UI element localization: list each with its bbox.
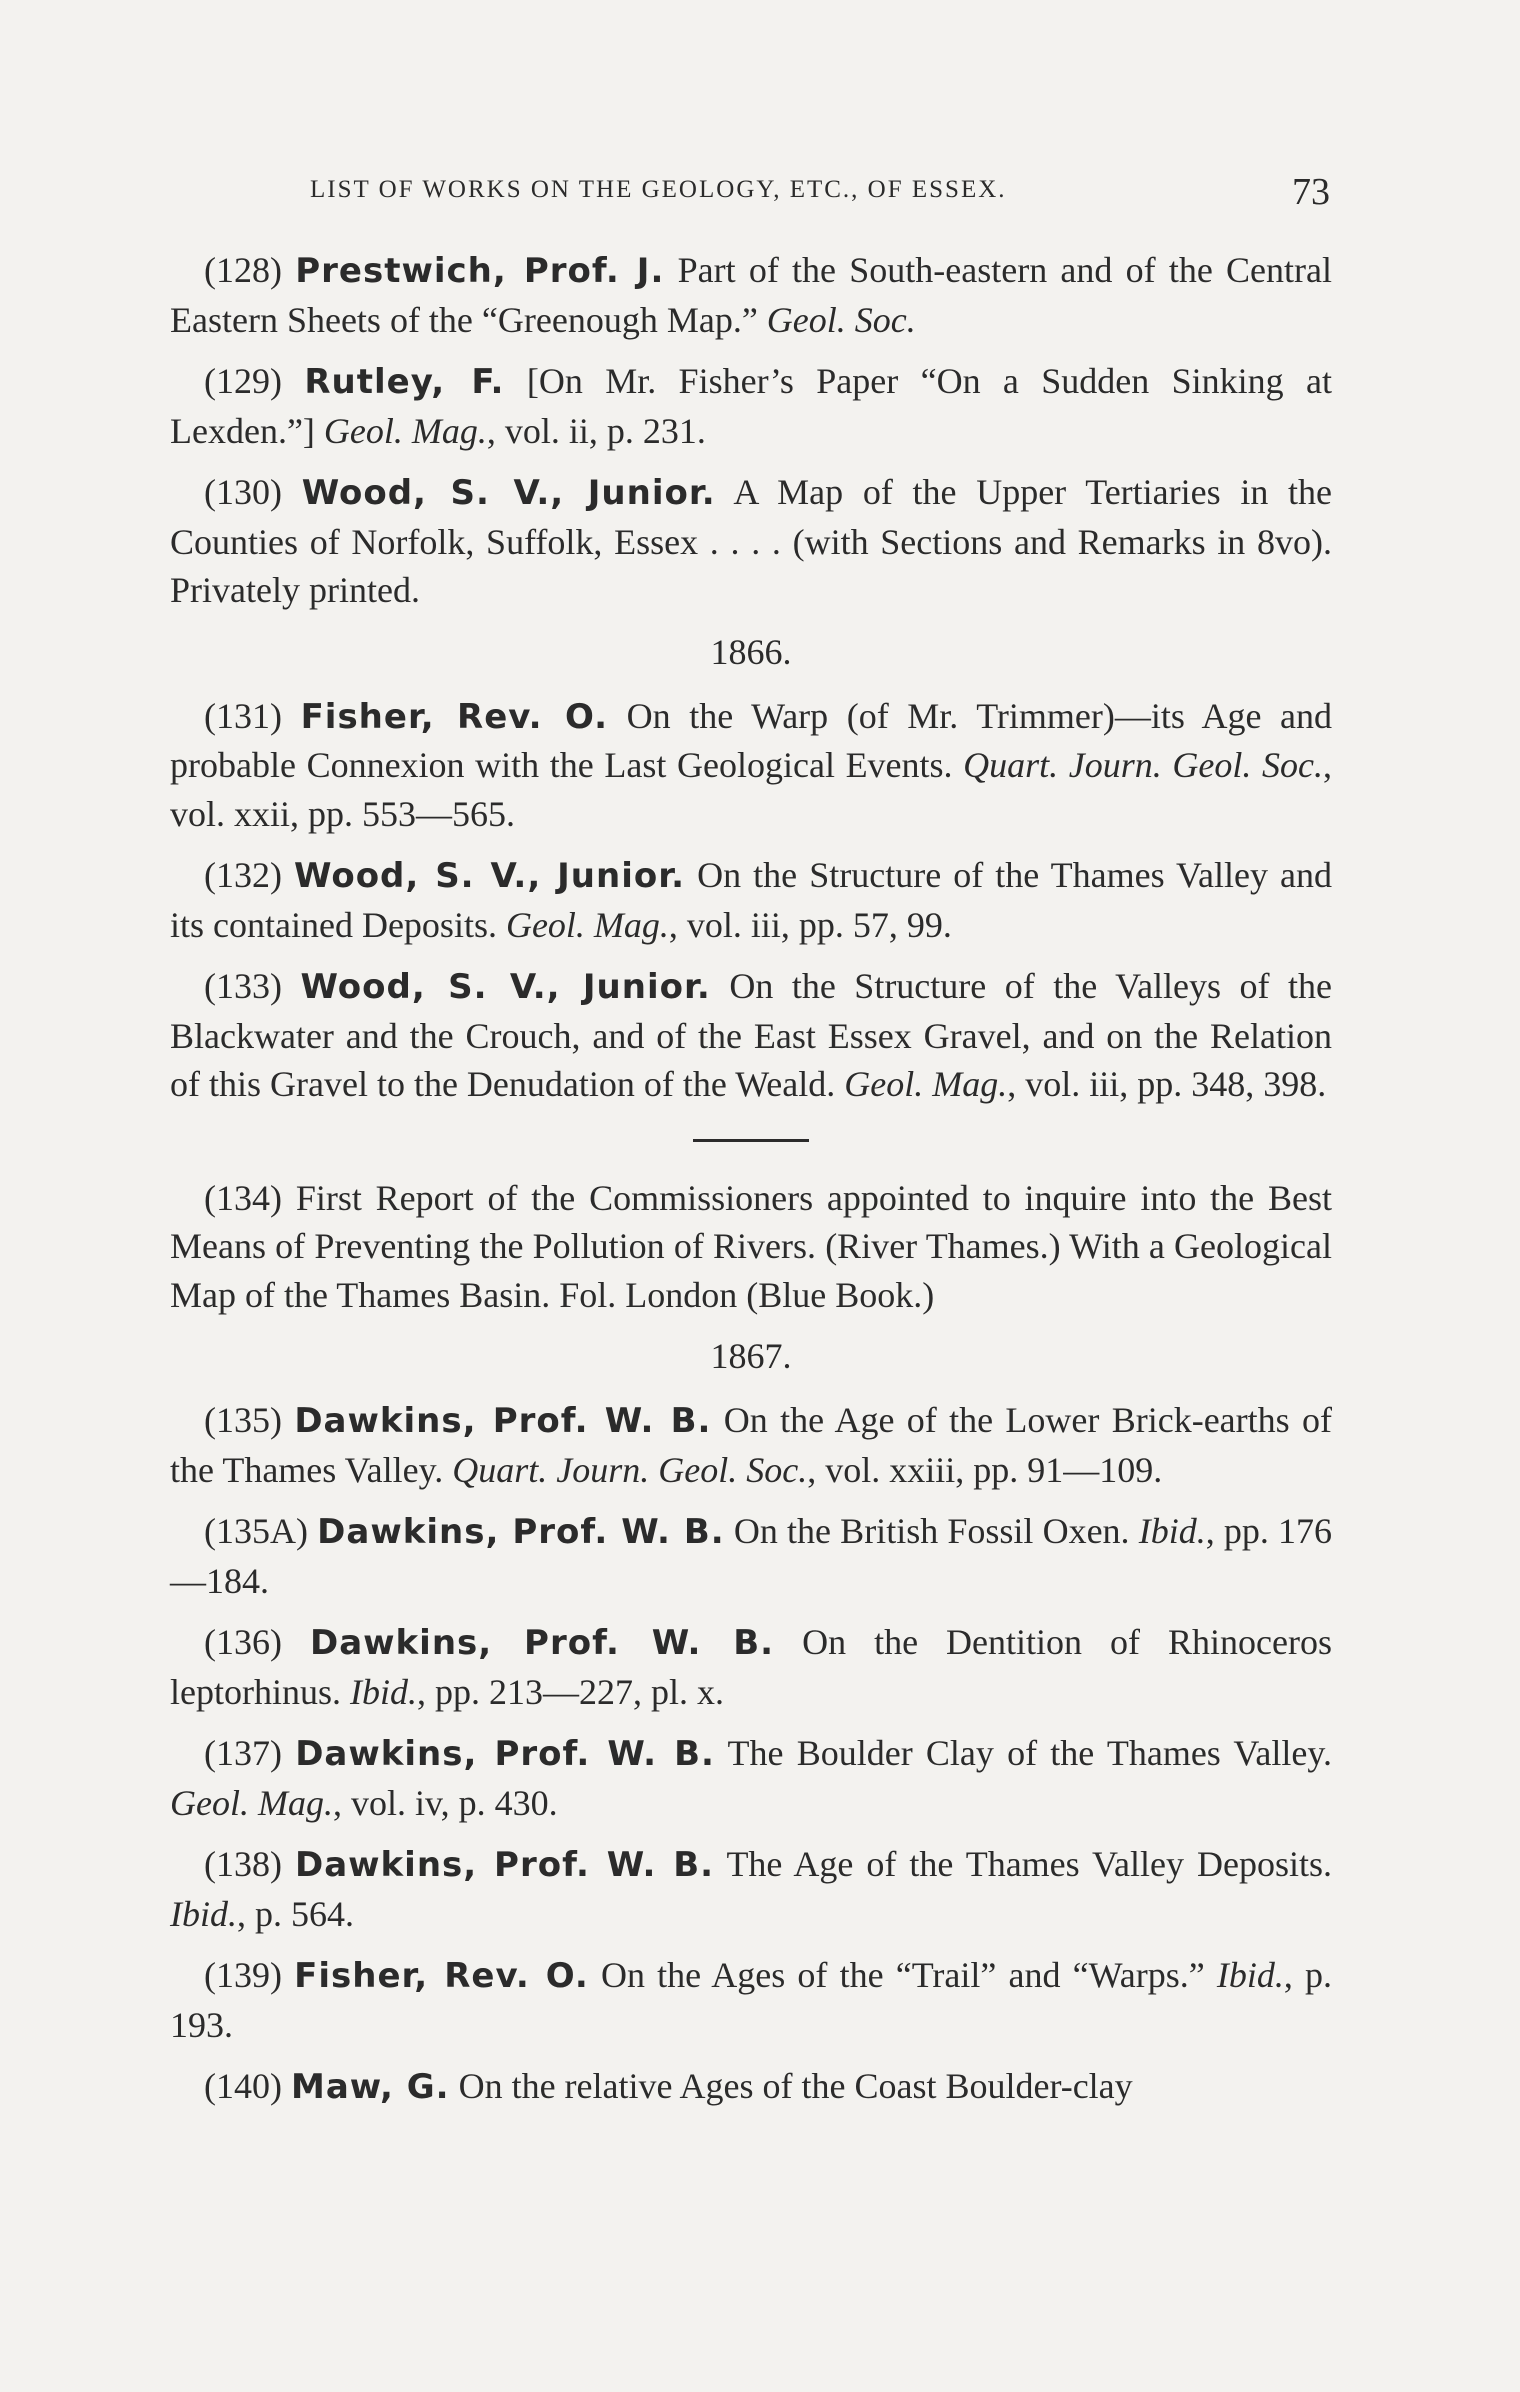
entry-number: (131) (204, 695, 282, 736)
entry-number: (137) (204, 1733, 282, 1773)
bibliography-entry-128 (170, 246, 1332, 344)
entry-number: (132) (204, 855, 282, 895)
entry-source: Quart. Journ. Geol. Soc. (452, 1449, 808, 1490)
entry-source: Ibid. (170, 1893, 237, 1934)
entry-reference: , pp. 176—184. (170, 1511, 1333, 1601)
entry-number: (133) (204, 966, 282, 1006)
entry-number: (140) (204, 2066, 282, 2106)
bibliography-entry-134 (170, 1174, 1332, 1320)
entry-number: (129) (204, 361, 282, 401)
entry-number: (135) (204, 1400, 282, 1440)
bibliography-entry-130 (170, 468, 1332, 615)
entry-title: On the relative Ages of the Coast Boulder-clay (458, 2066, 1133, 2106)
entry-reference: , p. 193. (170, 1955, 1332, 2045)
entry-source: Quart. Journ. Geol. Soc. (963, 745, 1323, 785)
bibliography-entry-131 (170, 692, 1332, 839)
bibliography-entry-137 (170, 1729, 1332, 1827)
entry-author: Fisher, Rev. O. (300, 696, 609, 737)
entry-reference: , vol. iii, pp. 57, 99. (668, 904, 952, 945)
entry-number: (134) (204, 1177, 282, 1218)
entry-source: Geol. Mag. (170, 1782, 333, 1823)
entry-author: Wood, S. V., Junior. (301, 473, 716, 513)
entry-number: (136) (204, 1622, 282, 1662)
entry-number: (138) (204, 1844, 282, 1884)
entry-title: The Age of the Thames Valley Deposits. (726, 1844, 1332, 1884)
entry-reference: , vol. xxiii, pp. 91—109. (807, 1449, 1163, 1490)
entry-source: Geol. Mag. (844, 1064, 1008, 1104)
entry-source: Ibid. (1138, 1511, 1206, 1551)
entry-title: The Boulder Clay of the Thames Valley. (727, 1733, 1333, 1773)
entry-author: Dawkins, Prof. W. B. (295, 1734, 715, 1774)
bibliography-entry-139 (170, 1951, 1332, 2049)
year-heading-1866: 1866. (710, 631, 792, 672)
entry-author: Maw, G. (290, 2067, 450, 2107)
entry-author: Fisher, Rev. O. (294, 1956, 589, 1996)
entry-title: [On Mr. Fisher’s Paper “On a Sudden Sinking at Lexden.”] (170, 361, 1332, 451)
entry-title: On the Structure of the Valleys of the Blackwater and the Crouch, and of the East Essex Gravel, and on the Relation of this Gravel to the Denudation of the Weald. (170, 966, 1333, 1104)
entry-reference: , vol. iii, pp. 348, 398. (1007, 1064, 1327, 1104)
entry-author: Prestwich, Prof. J. (295, 251, 665, 291)
entry-number: (128) (204, 250, 282, 290)
entry-author: Dawkins, Prof. W. B. (317, 1512, 725, 1552)
entry-author: Dawkins, Prof. W. B. (294, 1845, 715, 1885)
entry-reference: , pp. 213—227, pl. x. (416, 1671, 724, 1712)
entry-author: Rutley, F. (304, 362, 505, 402)
entry-title: First Report of the Commissioners appointed to inquire into the Best Means of Preventing the Pollution of Rivers. (River Thames.) With a Geological Map of the Thames Basin. Fol. London (Blue Book.) (170, 1177, 1332, 1315)
entry-author: Wood, S. V., Junior. (294, 856, 686, 896)
bibliography-entry-135a (170, 1507, 1332, 1605)
page-number: 73 (1292, 171, 1330, 213)
entry-number: (135A) (204, 1511, 308, 1551)
entry-reference: , vol. iv, p. 430. (332, 1782, 558, 1823)
bibliography-entry-132 (170, 851, 1332, 949)
bibliography-entry-133 (170, 962, 1332, 1109)
entry-title: On the Ages of the “Trail” and “Warps.” (600, 1955, 1205, 1995)
bibliography-list (170, 246, 1332, 2125)
entry-number: (139) (204, 1955, 282, 1995)
entry-reference: , p. 564. (237, 1893, 354, 1934)
entry-source: Geol. Mag. (505, 904, 669, 945)
bibliography-entry-138 (170, 1840, 1332, 1938)
entry-author: Dawkins, Prof. W. B. (294, 1401, 712, 1441)
entry-source: Geol. Mag. (323, 410, 487, 451)
entry-title: On the British Fossil Oxen. (733, 1511, 1130, 1551)
bibliography-entry-135 (170, 1396, 1332, 1494)
entry-title: On the Structure of the Thames Valley and its contained Deposits. (170, 855, 1333, 945)
entry-title: On the Warp (of Mr. Trimmer)—its Age and probable Connexion with the Last Geological Events. (170, 695, 1333, 785)
bibliography-entry-140 (170, 2062, 1332, 2112)
year-heading-1867: 1867. (710, 1336, 792, 1376)
entry-source: Ibid. (349, 1671, 417, 1712)
entry-title: Part of the South-eastern and of the Central Eastern Sheets of the “Greenough Map.” (170, 250, 1333, 340)
entry-title: A Map of the Upper Tertiaries in the Counties of Norfolk, Suffolk, Essex . . . . (with Sections and Remarks in 8vo). Privately printed. (170, 472, 1333, 610)
section-divider (693, 1139, 809, 1142)
page-header (0, 171, 1520, 216)
entry-source: Ibid. (1216, 1955, 1284, 1995)
entry-source: Geol. Soc. (766, 299, 916, 340)
bibliography-entry-129 (170, 357, 1332, 455)
running-title: LIST OF WORKS ON THE GEOLOGY, ETC., OF ESSEX. (310, 176, 1007, 203)
entry-title: On the Age of the Lower Brick-earths of the Thames Valley. (170, 1400, 1332, 1490)
entry-title: On the Dentition of Rhinoceros leptorhinus. (170, 1622, 1332, 1712)
entry-author: Wood, S. V., Junior. (300, 967, 711, 1007)
entry-author: Dawkins, Prof. W. B. (309, 1623, 775, 1663)
entry-reference: , vol. ii, p. 231. (486, 410, 706, 451)
entry-reference: , vol. xxii, pp. 553—565. (170, 745, 1332, 834)
bibliography-entry-136 (170, 1618, 1332, 1716)
entry-number: (130) (204, 472, 282, 512)
